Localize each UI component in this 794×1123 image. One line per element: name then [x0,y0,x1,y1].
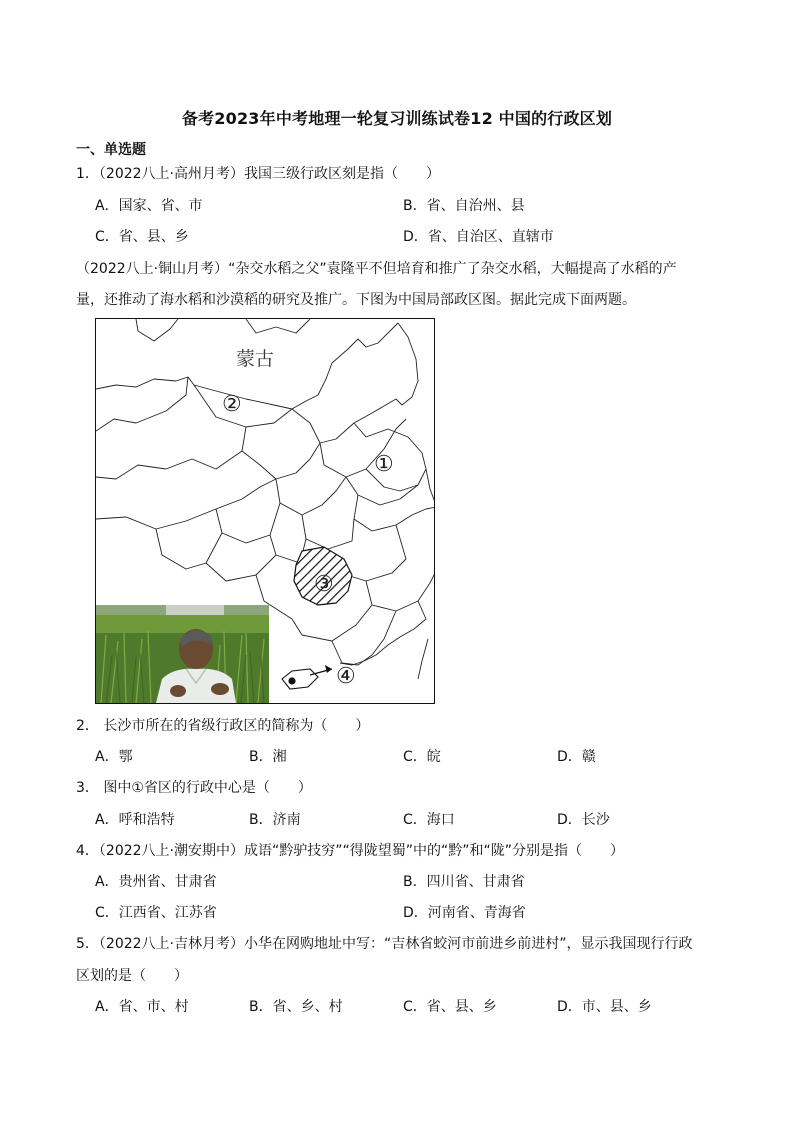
page-title: 备考2023年中考地理一轮复习训练试卷12 中国的行政区划 [181,109,613,128]
question-4-option-b[interactable]: B．四川省、甘肃省 [403,874,525,890]
question-5-stem-line-2: 区划的是（ ） [76,968,188,984]
question-5-option-d[interactable]: D．市、县、乡 [557,999,652,1015]
passage-line-2: 量，还推动了海水稻和沙漠稻的研究及推广。下图为中国局部政区图。据此完成下面两题。 [76,292,636,308]
question-3-option-b[interactable]: B．济南 [249,812,301,828]
marker-3: ③ [314,572,334,597]
question-4-stem: 4．（2022八上·潮安期中）成语“黔驴技穷”“得陇望蜀”中的“黔”和“陇”分别是指（ ） [76,843,625,859]
section-heading: 一、单选题 [76,142,146,158]
question-3-stem: 3． 图中①省区的行政中心是（ ） [76,780,312,796]
marker-2: ② [222,392,242,417]
passage-line-1: （2022八上·铜山月考）“杂交水稻之父”袁隆平不但培育和推广了杂交水稻，大幅提高了水稻的产 [76,261,677,277]
marker-4: ④ [336,664,356,689]
marker-1: ① [374,452,394,477]
question-2-option-a[interactable]: A．鄂 [95,749,133,765]
question-4-option-d[interactable]: D．河南省、青海省 [403,905,526,921]
ne-border [396,323,418,405]
china-partial-map [95,318,435,704]
question-4-option-c[interactable]: C．江西省、江苏省 [95,905,217,921]
question-4-option-a[interactable]: A．贵州省、甘肃省 [95,874,217,890]
question-2-option-b[interactable]: B．湘 [249,749,287,765]
question-3-option-d[interactable]: D．长沙 [557,812,610,828]
question-2-stem: 2． 长沙市所在的省级行政区的简称为（ ） [76,718,370,734]
question-1-option-b[interactable]: B．省、自治州、县 [403,198,525,214]
question-2-option-d[interactable]: D．赣 [557,749,596,765]
question-1-option-c[interactable]: C．省、县、乡 [95,229,189,245]
mongolia-label: 蒙古 [236,348,275,370]
question-2-option-c[interactable]: C．皖 [403,749,441,765]
haikou-dot [288,677,295,684]
hainan-island [282,669,318,689]
question-5-option-c[interactable]: C．省、县、乡 [403,999,497,1015]
question-1-stem: 1．（2022八上·高州月考）我国三级行政区刻是指（ ） [76,166,440,182]
question-5-option-a[interactable]: A．省、市、村 [95,999,189,1015]
question-5-option-b[interactable]: B．省、乡、村 [249,999,343,1015]
question-1-option-d[interactable]: D．省、自治区、直辖市 [403,229,554,245]
question-5-stem-line-1: 5．（2022八上·吉林月考）小华在网购地址中写：“吉林省蛟河市前进乡前进村”，显示我国现行行政 [76,936,693,952]
question-3-option-a[interactable]: A．呼和浩特 [95,812,175,828]
question-3-option-c[interactable]: C．海口 [403,812,455,828]
question-1-option-a[interactable]: A．国家、省、市 [95,198,203,214]
rice-field-photo [96,605,269,703]
coastline [340,469,435,665]
